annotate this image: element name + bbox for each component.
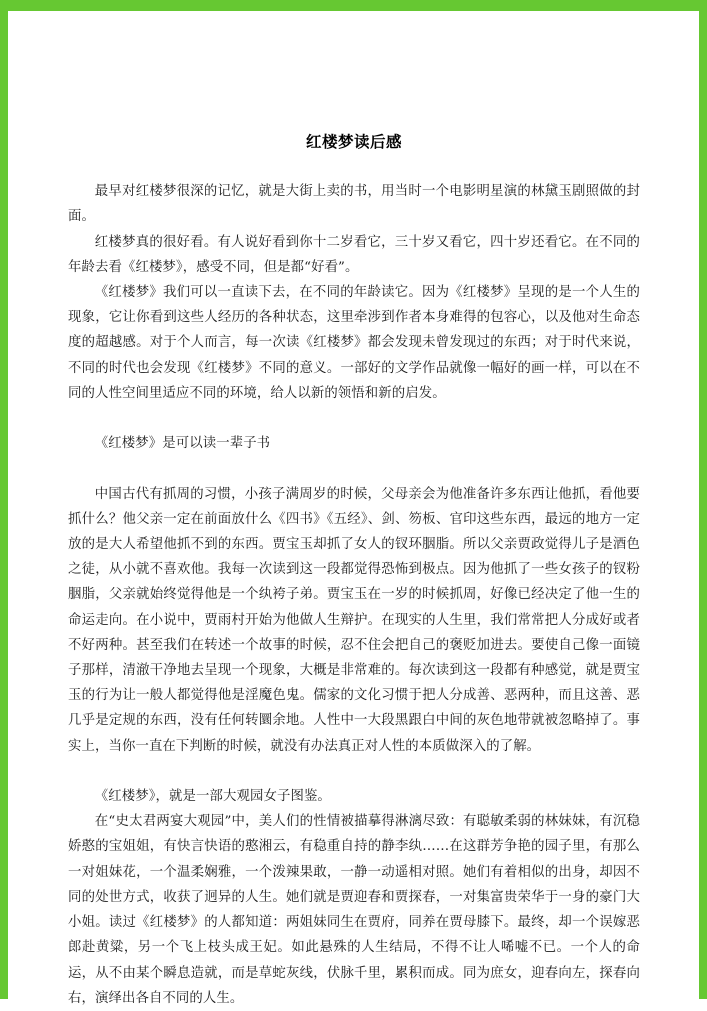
document-title: 红楼梦读后感 bbox=[305, 132, 402, 151]
heading-lifetime-book: 《红楼梦》是可以读一辈子书 bbox=[94, 436, 271, 452]
para-memory-cover: 最早对红楼梦很深的记忆，就是大街上卖的书，用当时一个电影明星演的林黛玉剧照做的封面。 bbox=[68, 184, 640, 225]
para-age-reading: 红楼梦真的很好看。有人说好看到你十二岁看它，三十岁又看它，四十岁还看它。在不同的年龄去看《红楼梦》，感受不同，但是都“好看”。 bbox=[68, 234, 640, 275]
heading-daguanyuan-atlas: 《红楼梦》，就是一部大观园女子图鉴。 bbox=[94, 789, 331, 805]
page-frame-right-bar bbox=[699, 0, 707, 999]
para-life-phenomenon: 《红楼梦》我们可以一直读下去，在不同的年龄读它。因为《红楼梦》呈现的是一个人生的现象，它让你看到这些人经历的各种状态，这里牵涉到作者本身难得的包容心，以及他对生命态度的超越感。对于个人而言，每一次读《红楼梦》都会发现未曾发现过的东西；对于时代来说，不同的时代也会发现《红楼梦》不同的意义。一部好的文学作品就像一幅好的画一样，可以在不同的人性空间里适应不同的环境，给人以新的领悟和新的启发。 bbox=[68, 285, 640, 401]
page-frame-left-bar bbox=[0, 0, 8, 999]
document-body bbox=[68, 130, 640, 1011]
paragraph-container bbox=[68, 179, 640, 1011]
para-zhuazhou: 中国古代有抓周的习惯，小孩子满周岁的时候，父母亲会为他准备许多东西让他抓，看他要抓什么？他父亲一定在前面放什么《四书》《五经》、剑、笏板、官印这些东西，最远的地方一定放的是大人希望他抓不到的东西。贾宝玉却抓了女人的钗环胭脂。所以父亲贾政觉得儿子是酒色之徒，从小就不喜欢他。我每一次读到这一段都觉得恐怖到极点。因为他抓了一些女孩子的钗粉胭脂，父亲就始终觉得他是一个纨袴子弟。贾宝玉在一岁的时候抓周，好像已经决定了他一生的命运走向。在小说中，贾雨村开始为他做人生辩护。在现实的人生里，我们常常把人分成好或者不好两种。甚至我们在转述一个故事的时候，忍不住会把自己的褒贬加进去。要使自己像一面镜子那样，清澈干净地去呈现一个现象，大概是非常难的。每次读到这一段都有种感觉，就是贾宝玉的行为让一般人都觉得他是淫魔色鬼。儒家的文化习惯于把人分成善、恶两种，而且这善、恶几乎是定规的东西，没有任何转圜余地。人性中一大段黑跟白中间的灰色地带就被忽略掉了。事实上，当你一直在下判断的时候，就没有办法真正对人性的本质做深入的了解。 bbox=[68, 486, 640, 754]
page-frame-top-bar bbox=[0, 0, 707, 11]
document-sheet bbox=[8, 11, 699, 1006]
para-sisters: 在“史太君两宴大观园”中，美人们的性情被描摹得淋漓尽致：有聪敏柔弱的林妹妹，有沉稳娇憨的宝姐姐，有快言快语的憨湘云，有稳重自持的静李纨……在这群芳争艳的园子里，有那么一对姐妹花，一个温柔娴雅，一个泼辣果敢，一静一动遥相对照。她们有着相似的出身，却因不同的处世方式，收获了迥异的人生。她们就是贾迎春和贾探春，一对集富贵荣华于一身的豪门大小姐。读过《红楼梦》的人都知道：两姐妹同生在贾府，同养在贾母膝下。最终，却一个误嫁恶郎赴黄粱，另一个飞上枝头成王妃。如此悬殊的人生结局，不得不让人唏嘘不已。一个人的命运，从不由某个瞬息造就，而是草蛇灰线，伏脉千里，累积而成。同为庶女，迎春向左，探春向右，演绎出各自不同的人生。 bbox=[68, 814, 640, 1006]
